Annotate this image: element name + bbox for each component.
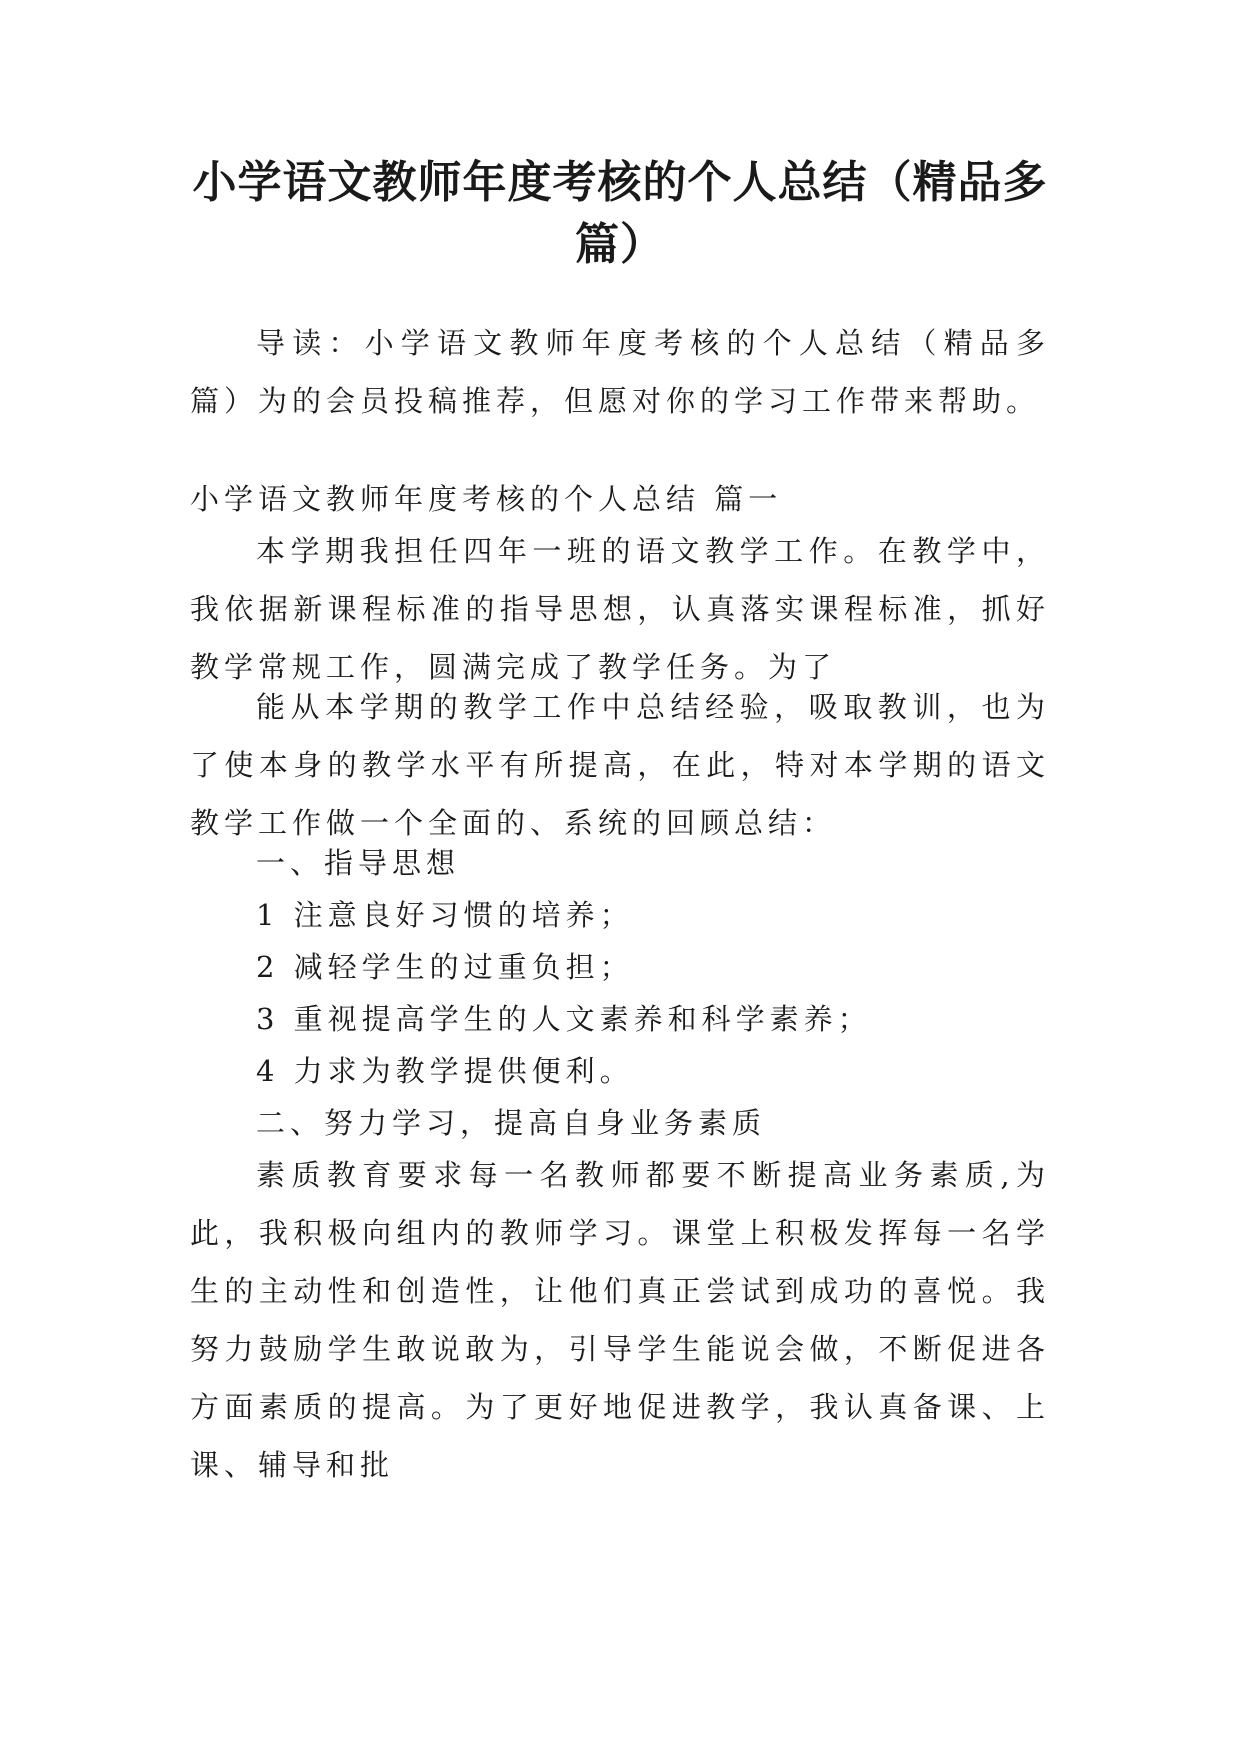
document-title: 小学语文教师年度考核的个人总结（精品多篇） bbox=[192, 157, 1048, 270]
list-item-4: 4 力求为教学提供便利。 bbox=[256, 1054, 634, 1088]
list-item-1: 1 注意良好习惯的培养； bbox=[256, 898, 634, 932]
list-item-3: 3 重视提高学生的人文素养和科学素养； bbox=[256, 1002, 872, 1036]
heading-guiding-thought: 一、指导思想 bbox=[256, 846, 461, 880]
body-paragraph-3: 素质教育要求每一名教师都要不断提高业务素质,为此，我积极向组内的教师学习。课堂上积极发挥每一名学生的主动性和创造性，让他们真正尝试到成功的喜悦。我努力鼓励学生敢说敢为，引导学生能说会做，不断促进各方面素质的提高。为了更好地促进教学，我认真备课、上课、辅导和批 bbox=[190, 1158, 1050, 1482]
list-item-2: 2 减轻学生的过重负担； bbox=[256, 950, 634, 984]
intro-paragraph: 导读：小学语文教师年度考核的个人总结（精品多篇）为的会员投稿推荐，但愿对你的学习工作带来帮助。 bbox=[190, 326, 1050, 418]
section-heading: 小学语文教师年度考核的个人总结 篇一 bbox=[190, 482, 783, 516]
body-paragraph-1: 本学期我担任四年一班的语文教学工作。在教学中，我依据新课程标准的指导思想，认真落实课程标准，抓好教学常规工作，圆满完成了教学任务。为了 bbox=[190, 534, 1050, 684]
heading-self-improvement: 二、努力学习，提高自身业务素质 bbox=[256, 1106, 767, 1140]
body-paragraph-2: 能从本学期的教学工作中总结经验，吸取教训，也为了使本身的教学水平有所提高，在此，特对本学期的语文教学工作做一个全面的、系统的回顾总结： bbox=[190, 690, 1050, 840]
